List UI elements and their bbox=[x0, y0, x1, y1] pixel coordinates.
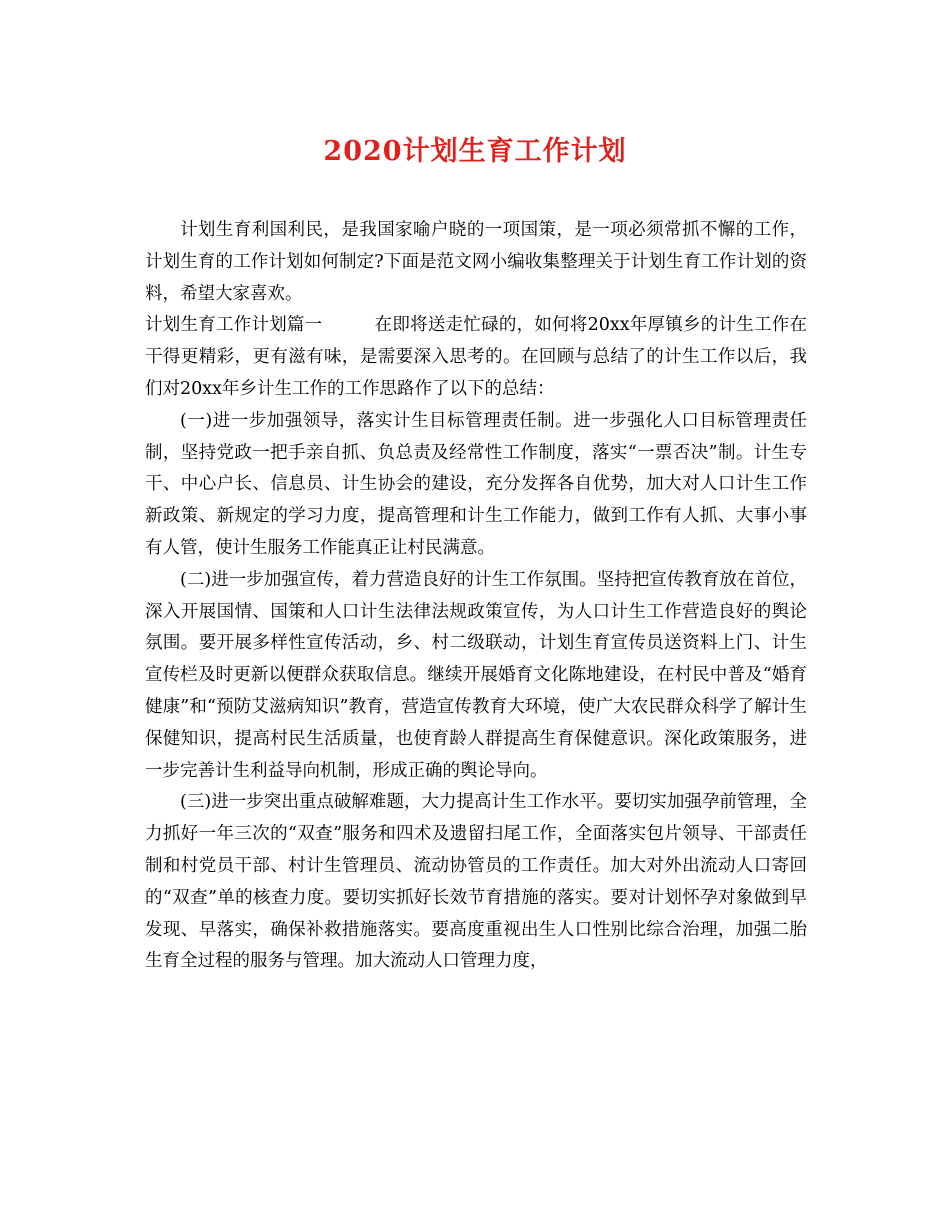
document-body bbox=[145, 215, 807, 978]
paragraph-1: (一)进一步加强领导，落实计生目标管理责任制。进一步强化人口目标管理责任制，坚持党政一把手亲自抓、负总责及经常性工作制度，落实“一票否决”制。计生专干、中心户长、信息员、计生协会的建设，充分发挥各自优势，加大对人口计生工作新政策、新规定的学习力度，提高管理和计生工作能力，做到工作有人抓、大事小事有人管，使计生服务工作能真正让村民满意。 bbox=[145, 410, 807, 558]
section-text: 在即将送走忙碌的，如何将20xx年厚镇乡的计生工作在干得更精彩，更有滋有味，是需要深入思考的。在回顾与总结了的计生工作以后，我们对20xx年乡计生工作的工作思路作了以下的总结： bbox=[145, 315, 807, 399]
paragraph-3: (三)进一步突出重点破解难题，大力提高计生工作水平。要切实加强孕前管理，全力抓好一年三次的“双查”服务和四术及遗留扫尾工作，全面落实包片领导、干部责任制和村党员干部、村计生管理员、流动协管员的工作责任。加大对外出流动人口寄回的“双查”单的核查力度。要切实抓好长效节育措施的落实。要对计划怀孕对象做到早发现、早落实，确保补救措施落实。要高度重视出生人口性别比综合治理，加强二胎生育全过程的服务与管理。加大流动人口管理力度， bbox=[145, 792, 807, 972]
section-label: 计划生育工作计划篇一 bbox=[145, 315, 323, 336]
document-title: 2020计划生育工作计划 bbox=[323, 136, 627, 167]
section-paragraph bbox=[145, 310, 807, 405]
intro-paragraph: 计划生育利国利民，是我国家喻户晓的一项国策，是一项必须常抓不懈的工作，计划生育的工作计划如何制定?下面是范文网小编收集整理关于计划生育工作计划的资料，希望大家喜欢。 bbox=[145, 220, 807, 304]
paragraph-2: (二)进一步加强宣传，着力营造良好的计生工作氛围。坚持把宣传教育放在首位，深入开展国情、国策和人口计生法律法规政策宣传，为人口计生工作营造良好的舆论氛围。要开展多样性宣传活动，乡、村二级联动，计划生育宣传员送资料上门、计生宣传栏及时更新以便群众获取信息。继续开展婚育文化陈地建设，在村民中普及“婚育健康”和“预防艾滋病知识”教育，营造宣传教育大环境，使广大农民群众科学了解计生保健知识，提高村民生活质量，也使育龄人群提高生育保健意识。深化政策服务，进一步完善计生利益导向机制，形成正确的舆论导向。 bbox=[145, 569, 807, 781]
